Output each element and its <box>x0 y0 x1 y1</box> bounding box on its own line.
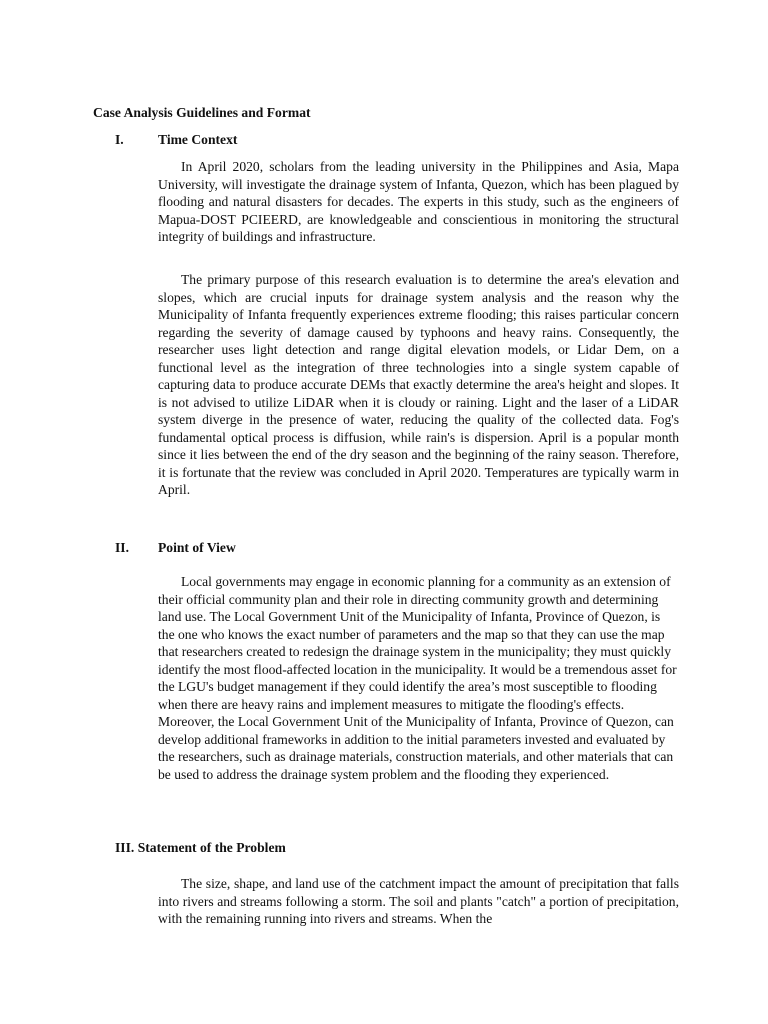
document-title: Case Analysis Guidelines and Format <box>93 105 311 120</box>
section-title: Statement of the Problem <box>137 840 286 855</box>
section-number: I. <box>115 132 124 147</box>
paragraph-time-context-2: The primary purpose of this research evaluation is to determine the area's elevation and slopes, which are crucial inputs for drainage system analysis and the reason why the Municipality of Infanta frequently experiences extreme flooding; this raises particular concern regarding the severity of damage caused by typhoons and heavy rains. Consequently, the researcher uses light detection and range digital elevation models, or Lidar Dem, on a functional level as the integration of three technologies into a single system capable of capturing data to produce accurate DEMs that exactly determine the area's height and slopes. It is not advised to utilize LiDAR when it is cloudy or raining. Light and the laser of a LiDAR system diverge in the presence of water, reducing the quality of the collected data. Fog's fundamental optical process is diffusion, while rain's is dispersion. April is a popular month since it lies between the end of the dry season and the beginning of the rainy season. Therefore, it is fortunate that the review was concluded in April 2020. Temperatures are typically warm in April. <box>158 272 679 497</box>
section-heading-statement-of-problem <box>115 839 286 857</box>
section-number: III. <box>115 840 135 855</box>
section-title: Point of View <box>158 540 236 555</box>
section-title: Time Context <box>158 132 238 147</box>
paragraph-time-context-1: In April 2020, scholars from the leading university in the Philippines and Asia, Mapa University, will investigate the drainage system of Infanta, Quezon, which has been plagued by flooding and natural disasters for decades. The experts in this study, such as the engineers of Mapua-DOST PCIEERD, are knowledgeable and conscientious in monitoring the structural integrity of buildings and infrastructure. <box>158 159 679 244</box>
section-number: II. <box>115 540 129 555</box>
paragraph-point-of-view: Local governments may engage in economic planning for a community as an extension of their official community plan and their role in directing community growth and determining land use. The Local Government Unit of the Municipality of Infanta, Province of Quezon, is the one who knows the exact number of parameters and the map so that they can use the map that researchers created to redesign the drainage system in the municipality; they must quickly identify the most flood-affected location in the municipality. It would be a tremendous asset for the LGU's budget management if they could identify the area’s most susceptible to flooding when there are heavy rains and implement measures to mitigate the flooding's effects. Moreover, the Local Government Unit of the Municipality of Infanta, Province of Quezon, can develop additional frameworks in addition to the initial parameters invested and evaluated by the researchers, such as drainage materials, construction materials, and other materials that can be used to address the drainage system problem and the flooding they experienced. <box>158 574 677 782</box>
paragraph-statement-of-problem: The size, shape, and land use of the catchment impact the amount of precipitation that falls into rivers and streams following a storm. The soil and plants "catch" a portion of precipitation, with the remaining running into rivers and streams. When the <box>158 876 679 926</box>
